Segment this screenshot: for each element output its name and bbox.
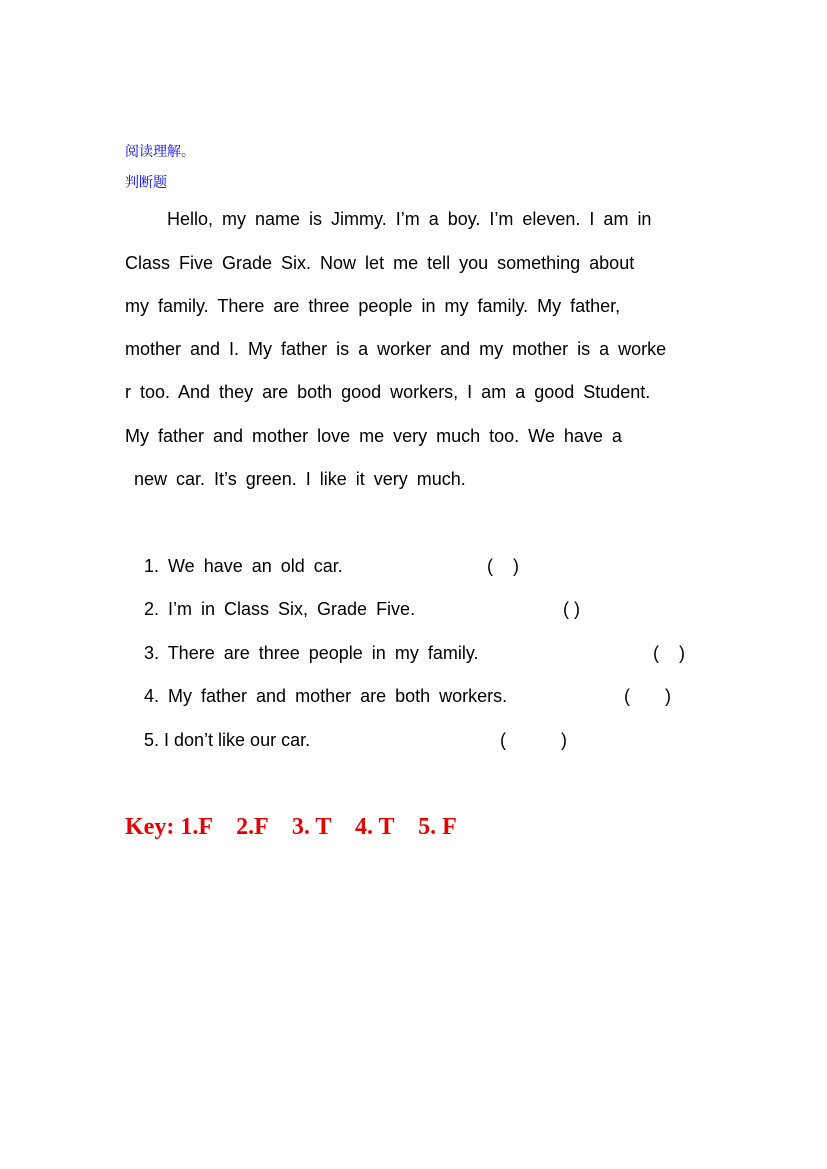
answer-blank-2[interactable]: ( ) <box>563 599 580 619</box>
passage-line: Hello, my name is Jimmy. I’m a boy. I’m eleven. I am in <box>167 209 652 229</box>
passage-line: Class Five Grade Six. Now let me tell you something about <box>125 253 635 273</box>
passage-line: my family. There are three people in my family. My father, <box>125 296 621 316</box>
passage-line: new car. It’s green. I like it very much. <box>134 469 466 489</box>
answer-blank-1[interactable]: ( ) <box>487 556 519 576</box>
answer-blank-5[interactable]: ( ) <box>500 730 567 750</box>
answer-blank-3[interactable]: ( ) <box>653 643 685 663</box>
passage-line: r too. And they are both good workers, I am a good Student. <box>125 382 651 402</box>
passage-line: mother and I. My father is a worker and my mother is a worke <box>125 339 667 359</box>
answer-blank-4[interactable]: ( ) <box>624 686 671 706</box>
question-4: 4. My father and mother are both workers. <box>144 686 508 706</box>
question-3: 3. There are three people in my family. <box>144 643 479 663</box>
passage-line: My father and mother love me very much too. We have a <box>125 426 622 446</box>
question-1: 1. We have an old car. <box>144 556 343 576</box>
section-subtitle: 判断题 <box>125 175 167 191</box>
question-2: 2. I’m in Class Six, Grade Five. <box>144 599 416 619</box>
answer-key: Key: 1.F 2.F 3. T 4. T 5. F <box>125 814 457 840</box>
section-title: 阅读理解。 <box>125 144 195 160</box>
question-5: 5. I don’t like our car. <box>144 730 311 750</box>
